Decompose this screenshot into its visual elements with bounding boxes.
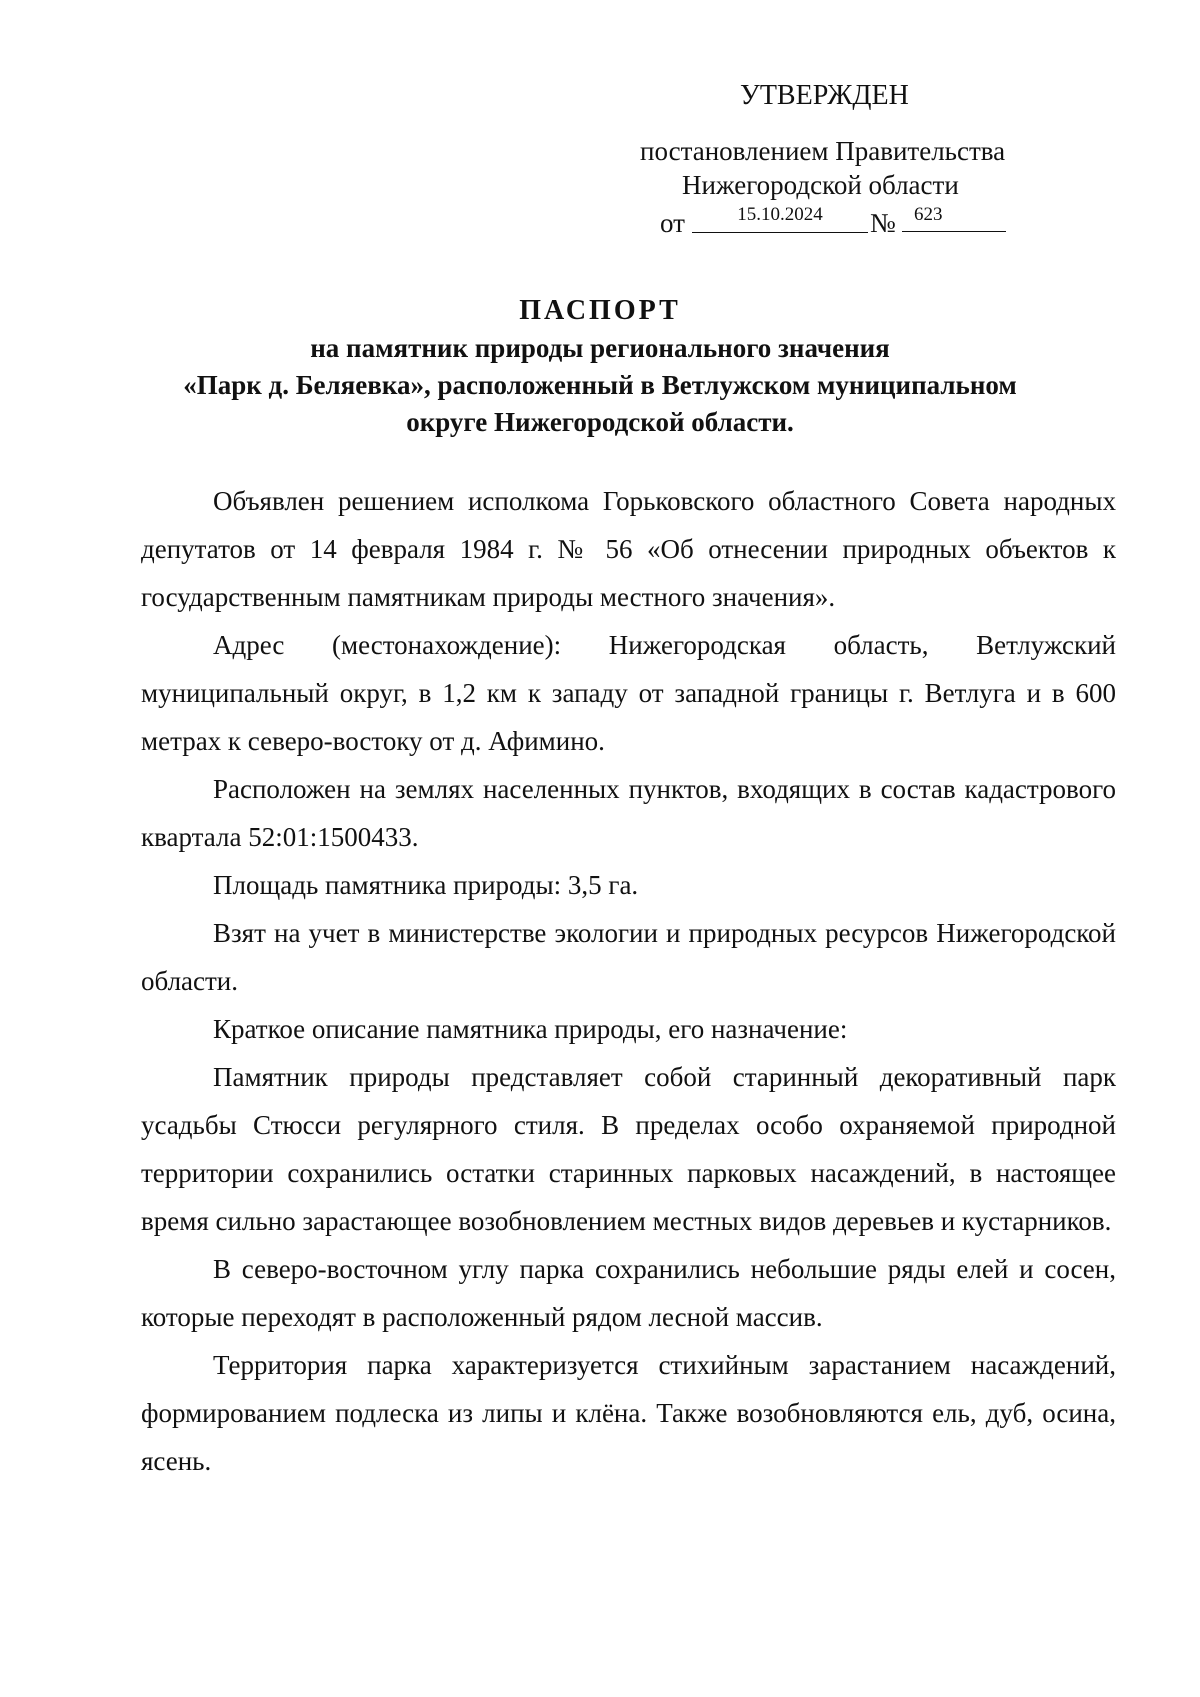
paragraph-description: Памятник природы представляет собой старинный декоративный парк усадьбы Стюсси регулярного стиля. В пределах особо охраняемой природной территории сохранились остатки старинных парковых насаждений, в настоящее время сильно зарастающее возобновлением местных видов деревьев и кустарников. [141, 1062, 1116, 1236]
number-sign: № [870, 208, 896, 238]
approval-line-region: Нижегородской области [682, 170, 959, 200]
document-title: ПАСПОРТ [519, 295, 681, 326]
paragraph-overgrowth: Территория парка характеризуется стихийным зарастанием насаждений, формированием подлеска из липы и клёна. Также возобновляются ель, дуб, осина, ясень. [141, 1350, 1116, 1476]
document-subtitle-line-3: округе Нижегородской области. [406, 407, 794, 437]
approval-date-line [660, 202, 1040, 242]
document-title-block [130, 292, 1070, 441]
paragraph-cadastral: Расположен на землях населенных пунктов, входящих в состав кадастрового квартала 52:01:1500433. [141, 774, 1116, 852]
approved-heading: УТВЕРЖДЕН [740, 80, 909, 111]
approval-date: 15.10.2024 [692, 202, 868, 233]
document-body [141, 477, 1116, 1485]
paragraph-northeast-corner: В северо-восточном углу парка сохранились небольшие ряды елей и сосен, которые переходят в расположенный рядом лесной массив. [141, 1254, 1116, 1332]
approval-line-resolution: постановлением Правительства [640, 136, 1006, 166]
paragraph-registration: Взят на учет в министерстве экологии и природных ресурсов Нижегородской области. [141, 918, 1116, 996]
paragraph-area: Площадь памятника природы: 3,5 га. [213, 870, 639, 900]
paragraph-declared: Объявлен решением исполкома Горьковского областного Совета народных депутатов от 14 февраля 1984 г. № 56 «Об отнесении природных объектов к государственным памятникам природы местного значения». [141, 486, 1116, 612]
document-subtitle-line-1: на памятник природы регионального значения [310, 333, 890, 363]
paragraph-address: Адрес (местонахождение): Нижегородская область, Ветлужский муниципальный округ, в 1,2 км к западу от западной границы г. Ветлуга и в 600 метрах к северо-востоку от д. Афимино. [141, 630, 1116, 756]
document-subtitle-line-2: «Парк д. Беляевка», расположенный в Ветлужском муниципальном [183, 370, 1017, 400]
paragraph-description-heading: Краткое описание памятника природы, его назначение: [213, 1014, 848, 1044]
approval-number: 623 [902, 202, 1006, 232]
date-prefix: от [660, 208, 685, 238]
